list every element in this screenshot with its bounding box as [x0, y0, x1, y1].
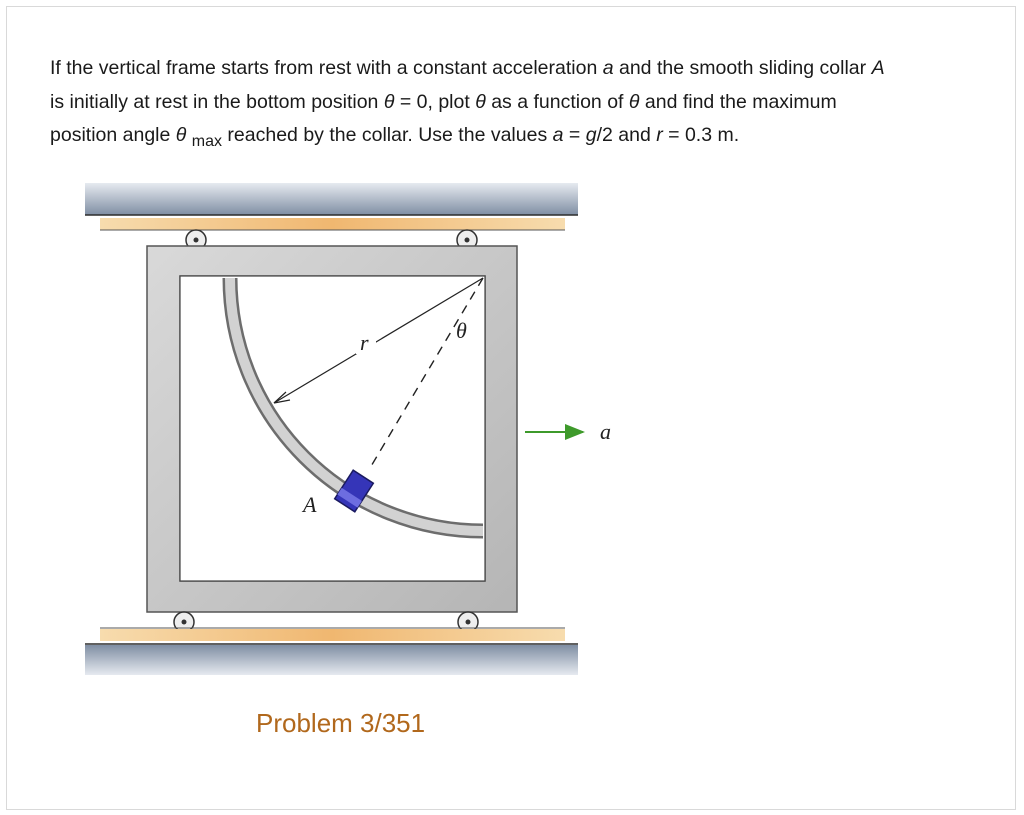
text-fragment: reached by the collar. Use the values — [222, 124, 553, 146]
text-fragment: and find the maximum — [639, 90, 837, 113]
symbol-theta: θ — [175, 124, 187, 146]
label-A: A — [303, 492, 317, 517]
label-r: r — [360, 330, 369, 355]
subscript-max: max — [191, 133, 223, 150]
symbol-theta: θ — [628, 90, 640, 113]
problem-line-3 — [50, 119, 990, 159]
symbol-theta: θ — [383, 90, 395, 113]
problem-statement — [50, 52, 990, 159]
symbol-collar-A: A — [871, 57, 885, 79]
text-fragment: = — [563, 124, 586, 146]
top-rail — [100, 218, 565, 230]
text-fragment: /2 and — [596, 124, 657, 146]
label-theta: θ — [456, 318, 467, 343]
symbol-theta: θ — [475, 90, 486, 113]
bottom-rail — [100, 629, 565, 641]
symbol-a: a — [602, 57, 614, 79]
bottom-ground — [85, 645, 578, 675]
text-fragment: and the smooth sliding collar — [613, 57, 872, 79]
frame-diagram — [80, 178, 640, 678]
label-a: a — [600, 419, 611, 444]
text-fragment: is initially at rest in the bottom position — [50, 90, 384, 113]
frame-opening — [180, 276, 485, 581]
symbol-g: g — [585, 124, 597, 146]
text-fragment: = 0, plot — [394, 90, 476, 113]
text-fragment: position angle — [50, 124, 176, 146]
problem-line-2 — [50, 86, 990, 120]
text-fragment: = 0.3 m. — [662, 124, 740, 146]
text-fragment: If the vertical frame starts from rest with a constant acceleration — [50, 57, 603, 79]
text-fragment: as a function of — [485, 90, 629, 113]
top-ground — [85, 183, 578, 215]
symbol-a: a — [552, 124, 564, 146]
problem-line-1 — [50, 52, 990, 86]
figure-caption: Problem 3/351 — [256, 708, 426, 738]
symbol-r: r — [656, 124, 663, 146]
